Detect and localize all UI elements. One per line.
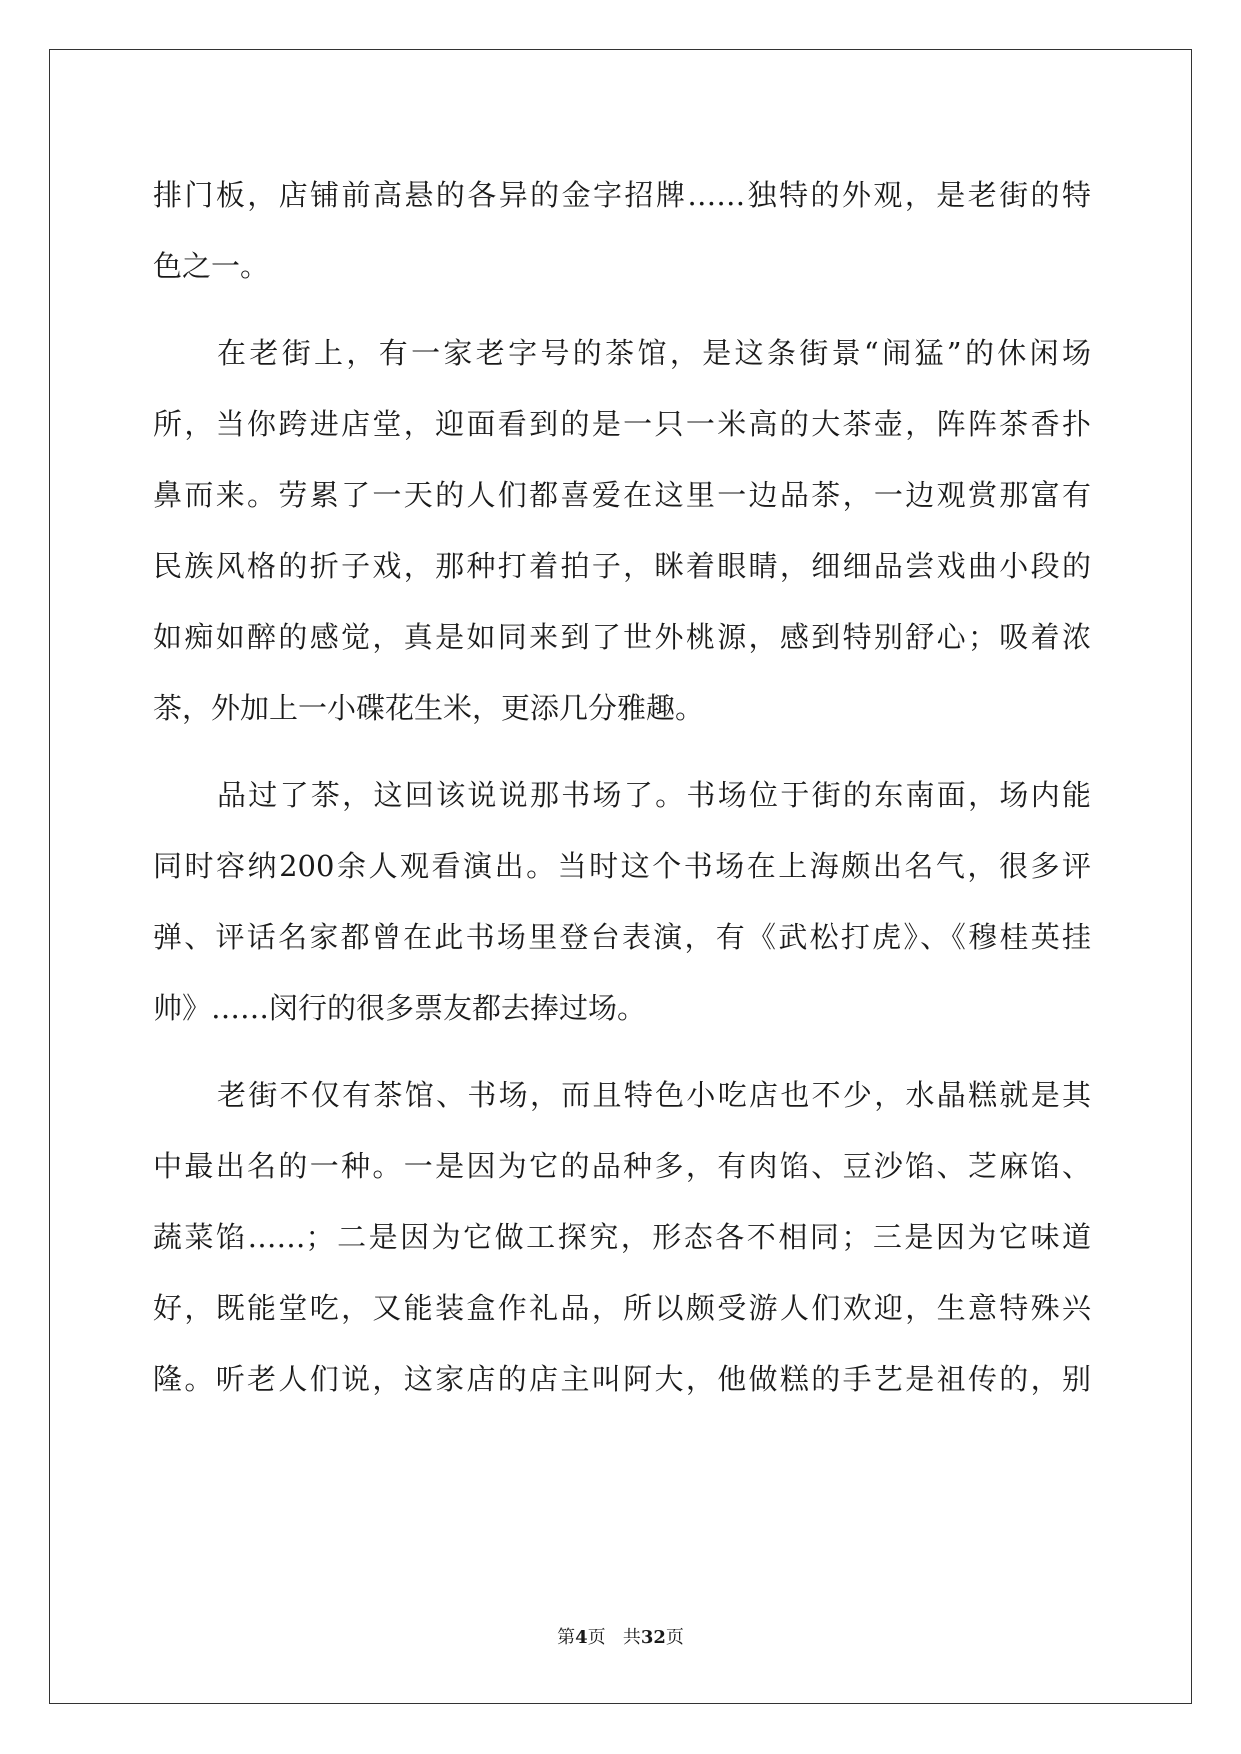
page-suffix: 页 [587,1627,606,1648]
total-prefix: 共 [622,1627,641,1648]
page-prefix: 第 [557,1627,576,1648]
page-footer [0,1626,1241,1650]
paragraph-first-line: 老街不仅有茶馆、书场，而且特色小吃店也不少，水晶糕就是其 [217,1078,1091,1112]
text-line: 所，当你跨进店堂，迎面看到的是一只一米高的大茶壶，阵阵茶香扑 [153,407,1091,441]
text-line: 隆。听老人们说，这家店的店主叫阿大，他做糕的手艺是祖传的，别 [153,1362,1091,1396]
paragraph-first-line: 在老街上，有一家老字号的茶馆，是这条街景“闹猛”的休闲场 [217,336,1091,370]
text-line: 色之一。 [153,249,270,283]
total-pages: 32 [640,1627,666,1648]
text-line: 同时容纳200余人观看演出。当时这个书场在上海颇出名气，很多评 [153,849,1091,883]
document-body [153,160,1091,1415]
text-line: 民族风格的折子戏，那种打着拍子，眯着眼睛，细细品尝戏曲小段的 [153,549,1091,583]
text-line: 好，既能堂吃，又能装盒作礼品，所以颇受游人们欢迎，生意特殊兴 [153,1291,1091,1325]
text-line: 茶，外加上一小碟花生米，更添几分雅趣。 [153,691,705,725]
total-suffix: 页 [665,1627,684,1648]
text-line: 如痴如醉的感觉，真是如同来到了世外桃源，感到特别舒心；吸着浓 [153,620,1091,654]
text-line: 鼻而来。劳累了一天的人们都喜爱在这里一边品茶，一边观赏那富有 [153,478,1091,512]
text-line: 蔬菜馅……；二是因为它做工探究，形态各不相同；三是因为它味道 [153,1220,1091,1254]
text-line: 中最出名的一种。一是因为它的品种多，有肉馅、豆沙馅、芝麻馅、 [153,1149,1091,1183]
text-line: 排门板，店铺前高悬的各异的金字招牌……独特的外观，是老街的特 [153,178,1091,212]
paragraph-first-line: 品过了茶，这回该说说那书场了。书场位于街的东南面，场内能 [217,778,1091,812]
text-line: 弹、评话名家都曾在此书场里登台表演，有《武松打虎》、《穆桂英挂 [153,920,1091,954]
text-line: 帅》……闵行的很多票友都去捧过场。 [153,991,647,1025]
page-number: 4 [575,1627,588,1648]
